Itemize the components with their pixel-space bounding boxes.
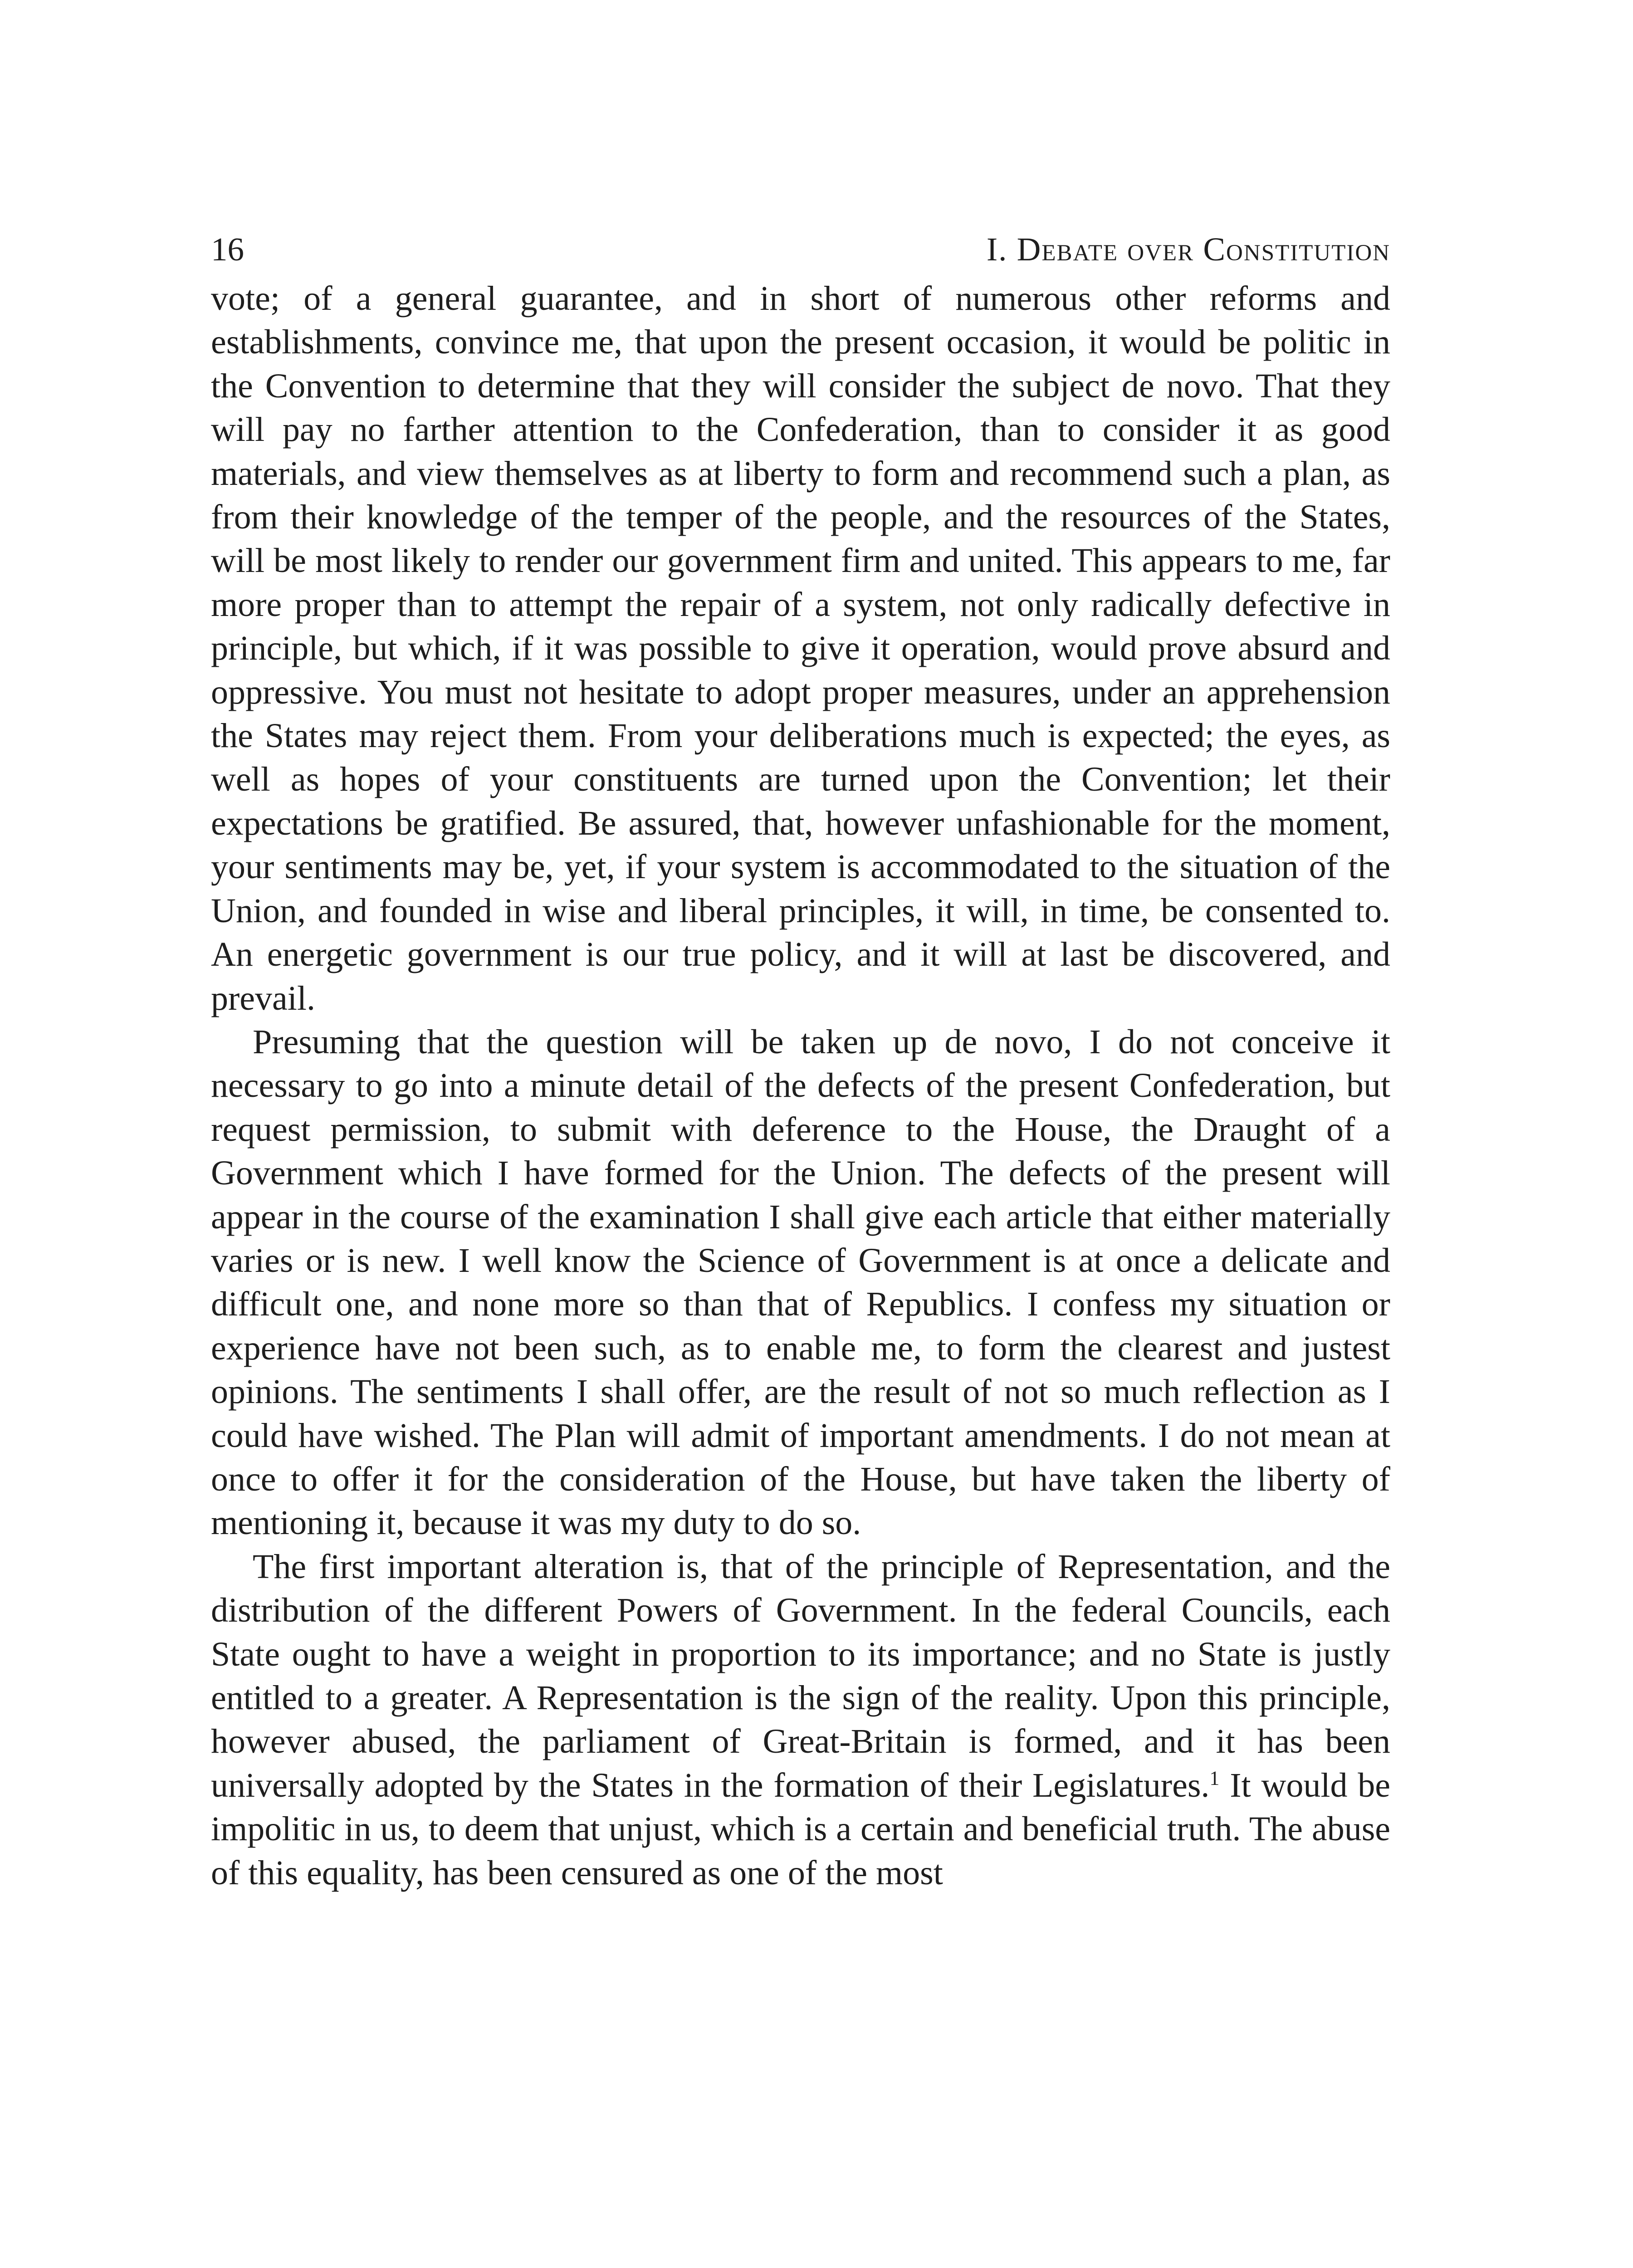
book-page bbox=[211, 222, 1390, 1895]
paragraph-text-after-note: It would be impolitic in us, to deem that unjust, which is a certain and beneficial truth. The abuse of this equality, has been censured as one of the most bbox=[211, 1766, 1391, 1892]
paragraph-text-before-note: The first important alteration is, that of the principle of Representation, and the distribution of the different Powers of Government. In the federal Councils, each State ought to have a weight in proportion to its importance; and no State is justly entitled to a greater. A Representation is the sign of the reality. Upon this principle, however abused, the parliament of Great-Britain is formed, and it has been universally adopted by the States in the formation of their Legislatures. bbox=[211, 1547, 1390, 1804]
section-title: I. Debate over Constitution bbox=[986, 231, 1390, 268]
paragraph-first-alteration bbox=[211, 1545, 1390, 1895]
footnote-marker[interactable]: 1 bbox=[1209, 1767, 1220, 1789]
running-head bbox=[211, 222, 1390, 277]
page-number: 16 bbox=[211, 231, 244, 268]
body-text bbox=[211, 277, 1390, 1895]
paragraph-continued: vote; of a general guarantee, and in short of numerous other reforms and establishments, convince me, that upon the present occasion, it would be politic in the Convention to determine that they will consider the subject de novo. That they will pay no farther attention to the Confederation, than to consider it as good materials, and view themselves as at liberty to form and recommend such a plan, as from their knowledge of the temper of the people, and the resources of the States, will be most likely to render our government firm and united. This appears to me, far more proper than to attempt the repair of a system, not only radically defective in principle, but which, if it was possible to give it operation, would prove absurd and oppressive. You must not hesitate to adopt proper measures, under an apprehension the States may reject them. From your deliberations much is expected; the eyes, as well as hopes of your constituents are turned upon the Convention; let their expectations be gratified. Be assured, that, however unfashionable for the moment, your sentiments may be, yet, if your system is accommodated to the situation of the Union, and founded in wise and liberal principles, it will, in time, be consented to. An energetic government is our true policy, and it will at last be discovered, and prevail. bbox=[211, 279, 1390, 1017]
paragraph-presuming: Presuming that the question will be taken up de novo, I do not conceive it necessary to go into a minute detail of the defects of the present Confederation, but request permission, to submit with deference to the House, the Draught of a Government which I have formed for the Union. The defects of the present will appear in the course of the examination I shall give each article that either materially varies or is new. I well know the Science of Government is at once a delicate and difficult one, and none more so than that of Republics. I confess my situation or experience have not been such, as to enable me, to form the clearest and justest opinions. The sentiments I shall offer, are the result of not so much reflection as I could have wished. The Plan will admit of important amendments. I do not mean at once to offer it for the consideration of the House, but have taken the liberty of mentioning it, because it was my duty to do so. bbox=[211, 1022, 1390, 1542]
